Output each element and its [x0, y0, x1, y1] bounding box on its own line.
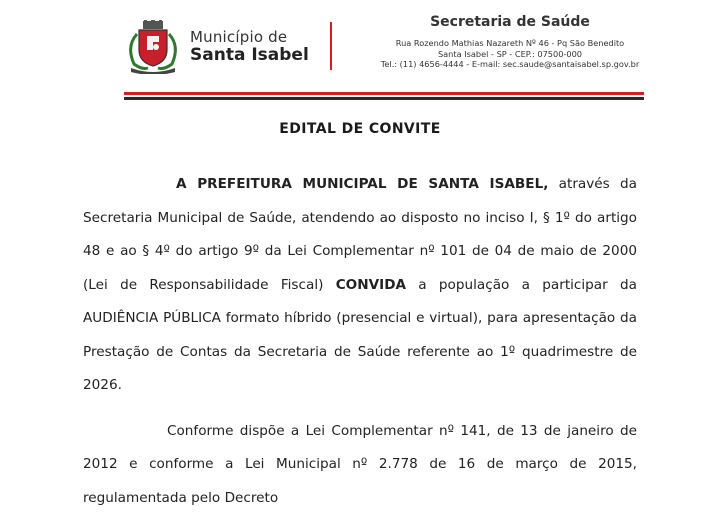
address-line-2: Santa Isabel - SP - CEP.: 07500-000 — [360, 49, 660, 60]
header-rule-red — [124, 92, 644, 95]
document-body — [83, 168, 637, 515]
header-divider — [330, 22, 332, 70]
contact-line: Tel.: (11) 4656-4444 - E-mail: sec.saude@santaisabel.sp.gov.br — [360, 59, 660, 70]
municipality-prefix: Município de — [190, 30, 309, 45]
paragraph-convida: CONVIDA — [336, 277, 406, 293]
letterhead — [0, 0, 720, 100]
coat-of-arms-icon — [122, 20, 184, 74]
secretariat-title: Secretaria de Saúde — [360, 14, 660, 30]
municipality-title: Santa Isabel — [190, 47, 309, 64]
paragraph-text-a: através da Secretaria Municipal de Saúde, atendendo ao disposto no inciso I, § 1º do artigo 48 e ao § 4º do artigo 9º da Lei Complementar nº 101 de 04 de maio de 2000 (Lei de Responsabilidade Fiscal) — [83, 176, 637, 293]
document-title: EDITAL DE CONVITE — [0, 121, 720, 137]
paragraph-text-b: a população a participar da AUDIÊNCIA PÚBLICA formato híbrido (presencial e virtual), para apresentação da Prestação de Contas da Secretaria de Saúde referente ao 1º quadrimestre de 2026. — [83, 277, 637, 394]
paragraph-lead: A PREFEITURA MUNICIPAL DE SANTA ISABEL, — [176, 176, 548, 192]
paragraph-legal-basis: Conforme dispõe a Lei Complementar nº 141, de 13 de janeiro de 2012 e conforme a Lei Municipal nº 2.778 de 16 de março de 2015, regulamentada pelo Decreto — [83, 415, 637, 515]
municipality-name — [190, 30, 309, 64]
secretariat-block — [360, 14, 660, 70]
address-line-1: Rua Rozendo Mathias Nazareth Nº 46 - Pq São Benedito — [360, 38, 660, 49]
paragraph-invitation — [83, 168, 637, 403]
header-rule-black — [124, 97, 644, 100]
